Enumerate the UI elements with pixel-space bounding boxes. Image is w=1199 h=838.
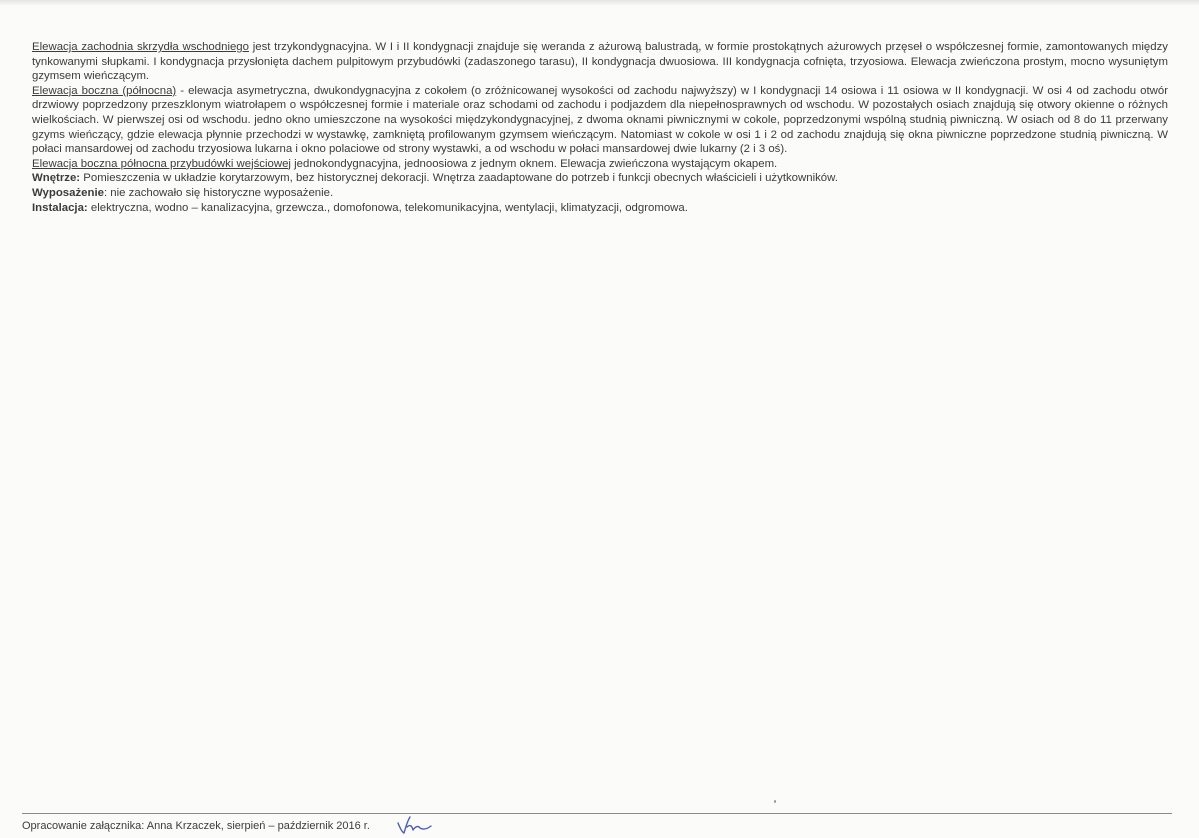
section-heading-west-elevation: Elewacja zachodnia skrzydła wschodniego	[32, 41, 249, 53]
paragraph-west-elevation	[32, 40, 1168, 84]
section-heading-installations: Instalacja:	[32, 201, 88, 214]
paragraph-text: jest trzykondygnacyjna. W I i II kondygnacji znajduje się weranda z ażurową balustradą, w formie prostokątnych ażurowych przęseł o współczesnej formie, zamontowanych między tynkowanymi słupkami. I kondygnacja przysłonięta dachem pulpitowym przybudówki (zadaszonego tarasu), II kondygnacja dwuosiowa. III kondygnacja cofnięta, trzyosiowa. Elewacja zwieńczona prostym, mocno wysuniętym gzymsem wieńczącym.	[32, 41, 1168, 83]
scan-speck	[774, 800, 776, 803]
paragraph-interior	[32, 171, 1168, 186]
paragraph-north-elevation	[32, 84, 1168, 157]
scan-top-edge	[0, 0, 1199, 6]
paragraph-entrance-annex	[32, 157, 1168, 172]
section-heading-entrance-annex: Elewacja boczna północna przybudówki wejściowej	[32, 157, 291, 170]
section-heading-interior: Wnętrze:	[32, 172, 81, 185]
footer-credit: Opracowanie załącznika: Anna Krzaczek, sierpień – październik 2016 r.	[22, 820, 370, 832]
paragraph-furnishings	[32, 186, 1168, 201]
section-heading-furnishings: Wyposażenie	[32, 186, 104, 199]
paragraph-text: - elewacja asymetryczna, dwukondygnacyjna z cokołem (o zróżnicowanej wysokości od zachodu najwyższy) w I kondygnacji 14 osiowa i 11 osiowa w II kondygnacji. W osi 4 od zachodu otwór drzwiowy poprzedzony przeszklonym wiatrołapem o współczesnej formie i materiale oraz schodami od zachodu i podjazdem dla niepełnosprawnych od wschodu. W pozostałych osiach znajdują się otwory okienne o różnych wielkościach. W pierwszej osi od wschodu. jedno okno umieszczone na wysokości międzykondygnacyjnej, z dwoma oknami piwnicznymi w cokole, poprzedzonymi wspólną studnią piwniczną. W osiach od 8 do 11 przerwany gzyms wieńczący, gdzie elewacja płynnie przechodzi w wystawkę, zamkniętą profilowanym gzymsem wieńczącym. Natomiast w cokole w osi 1 i 2 od zachodu znajdują się okna piwniczne poprzedzone studnią piwniczną. W połaci mansardowej od zachodu trzyosiowa lukarna i okno polaciowe od strony wystawki, a od wschodu w połaci mansardowej dwie lukarny (2 i 3 oś).	[32, 84, 1168, 156]
paragraph-text: : nie zachowało się historyczne wyposażenie.	[103, 186, 334, 199]
paragraph-text: elektryczna, wodno – kanalizacyjna, grzewcza., domofonowa, telekomunikacyjna, wentylacji, klimatyzacji, odgromowa.	[87, 201, 688, 214]
paragraph-installations	[32, 201, 1168, 216]
handwritten-signature	[396, 814, 432, 836]
paragraph-text: jednokondygnacyjna, jednoosiowa z jednym oknem. Elewacja zwieńczona wystającym okapem.	[290, 157, 778, 170]
section-heading-north-elevation: Elewacja boczna (północna)	[32, 84, 177, 97]
footer-divider	[22, 813, 1172, 814]
document-body	[32, 40, 1168, 215]
paragraph-text: Pomieszczenia w układzie korytarzowym, bez historycznej dekoracji. Wnętrza zaadaptowane do potrzeb i funkcji obecnych właścicieli i użytkowników.	[80, 172, 838, 185]
